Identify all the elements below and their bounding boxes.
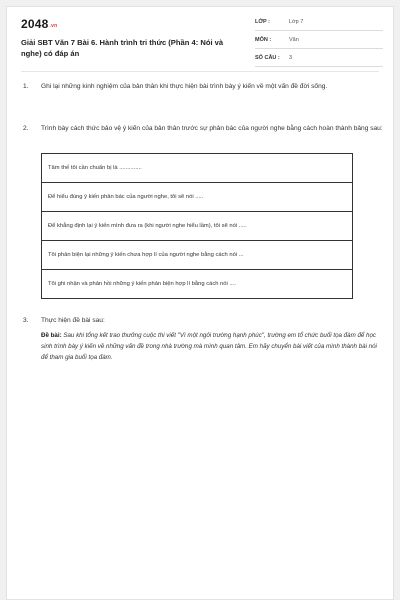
question-text: Trình bày cách thức bảo vệ ý kiến của bản thân trước sự phản bác của người nghe bằng cách hoàn thành bảng sau:	[41, 125, 383, 132]
table-row	[42, 212, 353, 241]
table-cell: Tôi ghi nhận và phản hồi những ý kiến phản biện hợp lí bằng cách nói ....	[42, 270, 353, 299]
meta-row-subject	[255, 35, 383, 49]
table-row	[42, 183, 353, 212]
assignment-label: Đề bài:	[41, 332, 62, 339]
meta-key: SỐ CÂU :	[255, 55, 280, 61]
table-row	[42, 270, 353, 299]
question-text: Ghi lại những kinh nghiệm của bản thân khi thực hiện bài trình bày ý kiến về một vấn đề đời sống.	[41, 83, 328, 90]
meta-key: LỚP :	[255, 19, 270, 25]
meta-value: Lớp 7	[289, 19, 304, 25]
document-page	[6, 6, 394, 600]
meta-value: Văn	[289, 37, 299, 43]
question-text: Thực hiện đề bài sau:	[41, 317, 105, 324]
assignment-text: Sau khi tổng kết trao thưởng cuộc thi viết "Vì một ngôi trường hạnh phúc", trường em tổ chức buổi tọa đàm để học sinh trình bày ý kiến về những vấn đề trong nhà trường mà mình quan tâm. Em hãy chuyển bài viết của mình thành bài nói để tham gia buổi tọa đàm.	[41, 332, 377, 361]
assignment-prompt	[41, 330, 383, 363]
question-number: 1.	[23, 83, 29, 90]
question-number: 3.	[23, 317, 29, 324]
table-row	[42, 241, 353, 270]
question-1	[23, 81, 383, 92]
table-cell: Để hiểu đúng ý kiến phản bác của người nghe, tôi sẽ nói .....	[42, 183, 353, 212]
question-2	[23, 123, 383, 134]
table-cell: Tôi phản biện lại những ý kiến chưa hợp lí của người nghe bằng cách nói ...	[42, 241, 353, 270]
table-cell: Để khẳng định lại ý kiến mình đưa ra (khi người nghe hiểu lầm), tôi sẽ nói .....	[42, 212, 353, 241]
answer-table	[41, 153, 353, 299]
meta-panel	[255, 17, 383, 71]
question-number: 2.	[23, 125, 29, 132]
meta-row-count	[255, 53, 383, 67]
logo-text: 2048	[21, 17, 49, 31]
question-3	[23, 315, 383, 363]
meta-row-class	[255, 17, 383, 31]
header-divider	[21, 71, 379, 72]
logo-suffix: .vn	[49, 23, 58, 29]
meta-key: MÔN :	[255, 37, 272, 43]
meta-value: 3	[289, 55, 293, 61]
table-row	[42, 154, 353, 183]
site-logo[interactable]	[21, 17, 57, 31]
document-header	[7, 7, 393, 69]
page-title: Giải SBT Văn 7 Bài 6. Hành trình tri thức (Phần 4: Nói và nghe) có đáp án	[21, 38, 224, 58]
table-cell: Tâm thế tôi cần chuẩn bị là ..............	[42, 154, 353, 183]
